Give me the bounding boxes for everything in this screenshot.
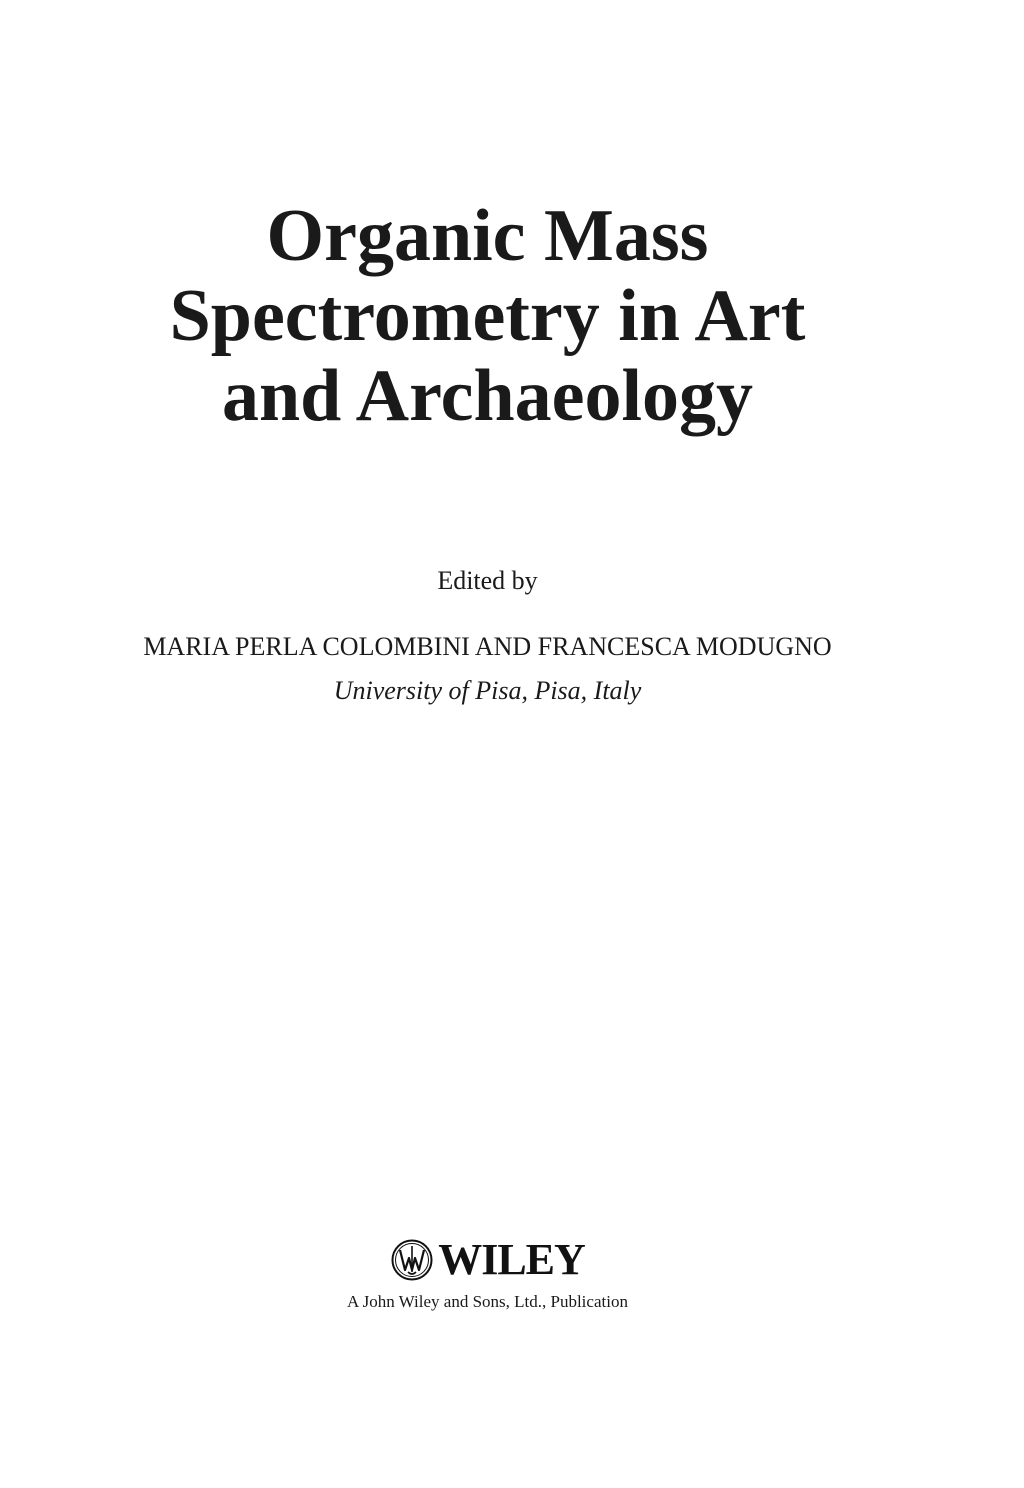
book-title-line-1: Organic Mass	[266, 195, 709, 277]
edited-by-label: Edited by	[437, 566, 538, 595]
book-title-line-3: and Archaeology	[221, 355, 754, 437]
publisher-imprint: A John Wiley and Sons, Ltd., Publication	[347, 1292, 628, 1311]
editors-affiliation: University of Pisa, Pisa, Italy	[333, 676, 642, 705]
editors-names: MARIA PERLA COLOMBINI AND FRANCESCA MODUGNO	[143, 632, 832, 661]
book-title	[0, 196, 975, 436]
book-title-line-2: Spectrometry in Art	[169, 275, 806, 357]
publisher-logo	[390, 1236, 585, 1284]
publisher-block	[0, 1236, 975, 1313]
wiley-logo-icon	[390, 1238, 434, 1282]
publisher-logo-text: WILEY	[438, 1235, 585, 1284]
